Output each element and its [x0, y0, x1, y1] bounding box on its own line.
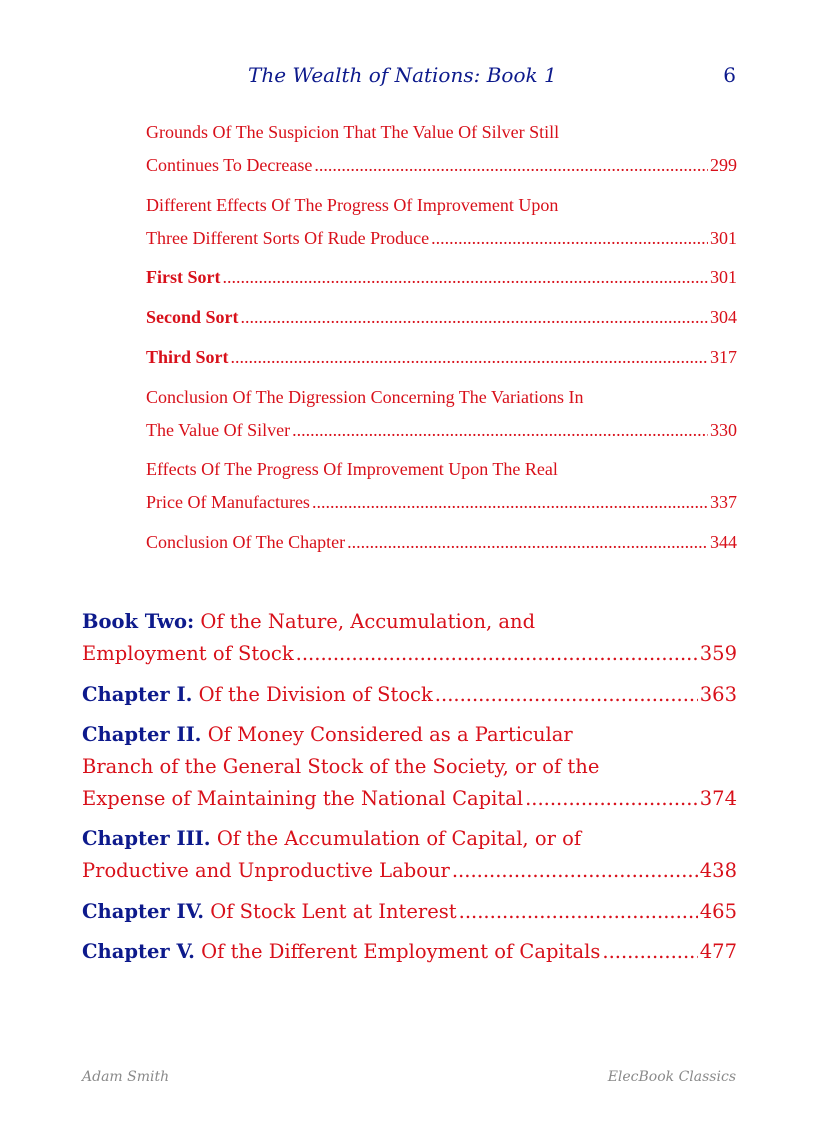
toc-entry-text: Of the Accumulation of Capital, or of	[216, 827, 582, 850]
toc-entry-text: Of the Different Employment of Capitals	[201, 940, 601, 963]
toc-page-number: 477	[699, 940, 737, 963]
toc-entry-second-sort[interactable]	[146, 301, 737, 334]
toc-entry-text: Of the Division of Stock	[198, 683, 433, 706]
toc-page-number: 344	[710, 532, 737, 552]
toc-entry-text: Price Of Manufactures	[146, 492, 310, 512]
dot-leader	[296, 638, 698, 670]
dot-leader	[525, 783, 698, 815]
toc-page-number: 465	[699, 900, 737, 923]
toc-page-number: 374	[699, 787, 737, 810]
dot-leader	[231, 341, 708, 374]
toc-entry-different-effects[interactable]	[146, 189, 737, 255]
dot-leader	[431, 222, 708, 255]
toc-page-number: 304	[710, 307, 737, 327]
toc-entry-text: Different Effects Of The Progress Of Improvement Upon	[146, 195, 559, 215]
dot-leader	[222, 261, 708, 294]
toc-entry-text: Conclusion Of The Digression Concerning The Variations In	[146, 387, 584, 407]
toc-entry-text: Conclusion Of The Chapter	[146, 532, 346, 552]
toc-label: Chapter III.	[82, 827, 211, 850]
toc-label: Book Two:	[82, 610, 195, 633]
toc-page-number: 438	[699, 859, 737, 882]
toc-page-number: 301	[710, 267, 737, 287]
toc-page-number: 330	[710, 420, 737, 440]
toc-page-number: 359	[699, 642, 737, 665]
toc-page-number: 317	[710, 347, 737, 367]
dot-leader	[459, 896, 698, 928]
dot-leader	[312, 486, 708, 519]
toc-page-number: 337	[710, 492, 737, 512]
toc-page-number: 299	[710, 155, 737, 175]
toc-entry-text: Continues To Decrease	[146, 155, 313, 175]
toc-entry-conclusion-chapter[interactable]	[146, 526, 737, 559]
toc-entry-chapter-5[interactable]	[82, 936, 737, 968]
dot-leader	[314, 149, 708, 182]
toc-entry-first-sort[interactable]	[146, 261, 737, 294]
toc-entry-chapter-3[interactable]	[82, 823, 737, 887]
dot-leader	[241, 301, 708, 334]
toc-entry-text: Productive and Unproductive Labour	[82, 859, 450, 882]
toc-entry-text: Effects Of The Progress Of Improvement Upon The Real	[146, 459, 558, 479]
dot-leader	[452, 855, 698, 887]
page-number: 6	[723, 63, 736, 87]
toc-entry-chapter-4[interactable]	[82, 896, 737, 928]
toc-entry-conclusion-digression[interactable]	[146, 381, 737, 447]
toc-label: Chapter V.	[82, 940, 195, 963]
toc-page-number: 363	[699, 683, 737, 706]
toc-entry-text: Third Sort	[146, 347, 229, 367]
toc-entry-effects-manufactures[interactable]	[146, 453, 737, 519]
toc-page-number: 301	[710, 228, 737, 248]
running-header-title: The Wealth of Nations: Book 1	[248, 63, 557, 87]
toc-entry-text: Of the Nature, Accumulation, and	[200, 610, 536, 633]
toc-entry-book-two[interactable]	[82, 606, 737, 670]
dot-leader	[347, 526, 708, 559]
toc-entry-chapter-1[interactable]	[82, 679, 737, 711]
toc-label: Chapter I.	[82, 683, 193, 706]
dot-leader	[292, 414, 708, 447]
toc-entry-suspicion-silver[interactable]	[146, 116, 737, 182]
footer-author: Adam Smith	[82, 1069, 170, 1085]
toc-entry-text: Three Different Sorts Of Rude Produce	[146, 228, 430, 248]
toc-entry-text: The Value Of Silver	[146, 420, 291, 440]
toc-entry-text: Of Money Considered as a Particular	[207, 723, 573, 746]
dot-leader	[602, 936, 697, 968]
toc-entry-text: Branch of the General Stock of the Society, or of the	[82, 755, 600, 778]
toc-entry-text: Expense of Maintaining the National Capital	[82, 787, 524, 810]
toc-entry-text: Employment of Stock	[82, 642, 294, 665]
toc-label: Chapter IV.	[82, 900, 205, 923]
toc-label: Chapter II.	[82, 723, 202, 746]
toc-entry-text: Second Sort	[146, 307, 239, 327]
dot-leader	[435, 679, 698, 711]
toc-entry-chapter-2[interactable]	[82, 719, 737, 815]
toc-entry-text: Of Stock Lent at Interest	[210, 900, 457, 923]
toc-entry-third-sort[interactable]	[146, 341, 737, 374]
toc-entry-text: First Sort	[146, 267, 221, 287]
toc-entry-text: Grounds Of The Suspicion That The Value Of Silver Still	[146, 122, 560, 142]
footer-publisher: ElecBook Classics	[607, 1069, 736, 1085]
